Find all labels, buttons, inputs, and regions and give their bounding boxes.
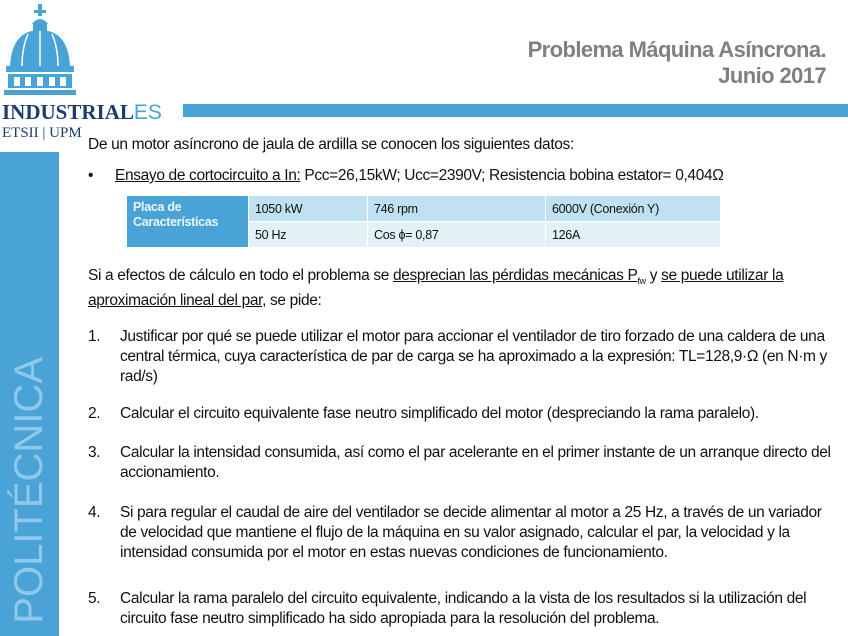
bullet-text: Pcc=26,15kW; Ucc=2390V; Resistencia bobina estator= 0,404Ω: [300, 167, 724, 184]
item-number: 5.: [88, 590, 101, 607]
item-text: Calcular la intensidad consumida, así como el par acelerante en el primer instante de un arranque directo del accionamiento.: [120, 444, 831, 481]
item-number: 2.: [88, 405, 101, 422]
item-text: Calcular el circuito equivalente fase neutro simplificado del motor (despreciando la rama paralelo).: [120, 405, 759, 422]
header-divider: [183, 104, 848, 117]
bullet-marker: •: [88, 167, 94, 184]
table-cell: 126A: [546, 222, 721, 248]
intro-text: De un motor asíncrono de jaula de ardilla se conocen los siguientes datos:: [88, 136, 574, 153]
para-underline-1-text: desprecian las pérdidas mecánicas P: [392, 267, 638, 284]
assumptions-paragraph: [88, 266, 818, 311]
item-text: Justificar por qué se puede utilizar el motor para accionar el ventilador de tiro forzado de una caldera de una central térmica, cuya característica de par de carga se ha aproximado a la expresión: TL=128,9·Ω (en N·m y rad/s): [120, 328, 827, 385]
dome-icon: [4, 4, 76, 96]
logo-name-light: ES: [133, 101, 162, 124]
item-text: Calcular la rama paralelo del circuito equivalente, indicando a la vista de los resultados si la utilización del circuito fase neutro simplificado ha sido apropiada para la resolución del problema.: [120, 590, 807, 627]
logo-subtitle: ETSII | UPM: [2, 125, 82, 141]
para-text-1: Si a efectos de cálculo en todo el problema se: [88, 267, 393, 284]
item-number: 3.: [88, 444, 101, 461]
title-line-2: Junio 2017: [718, 63, 826, 88]
table-cell: 746 rpm: [368, 196, 546, 222]
para-text-2: y: [645, 267, 662, 284]
para-subscript: fw: [637, 276, 646, 287]
bullet-content: [115, 166, 723, 185]
table-cell: Cos ϕ= 0,87: [368, 222, 546, 248]
para-underline-1: [392, 267, 646, 287]
para-text-3: , se pide:: [262, 292, 322, 310]
para-underline-2: se puede utilizar la aproximación lineal del par: [88, 267, 784, 310]
side-banner-label: POLITÉCNICA: [7, 357, 51, 624]
table-cell: 50 Hz: [249, 222, 368, 248]
item-text: Si para regular el caudal de aire del ventilador se decide alimentar al motor a 25 Hz, a través de un variador de velocidad que mantiene el flujo de la máquina en su valor asignado, calcular el par, la velocidad y la intensidad consumida por el motor en estas nuevas condiciones de funcionamiento.: [120, 504, 822, 561]
item-number: 4.: [88, 504, 101, 521]
bullet-label: Ensayo de cortocircuito a In:: [115, 167, 301, 184]
item-number: 1.: [88, 328, 101, 345]
characteristics-table: [126, 195, 721, 248]
side-banner-text: [0, 152, 59, 636]
page-title: [528, 37, 826, 89]
table-cell: 1050 kW: [249, 196, 368, 222]
table-cell: 6000V (Conexión Y): [546, 196, 721, 222]
logo-name-bold: INDUSTRIAL: [2, 100, 134, 124]
title-line-1: Problema Máquina Asíncrona.: [527, 37, 826, 62]
logo-wordmark: [2, 101, 162, 124]
table-row: [127, 196, 721, 222]
table-header-cell: Placa de Características: [127, 196, 249, 248]
